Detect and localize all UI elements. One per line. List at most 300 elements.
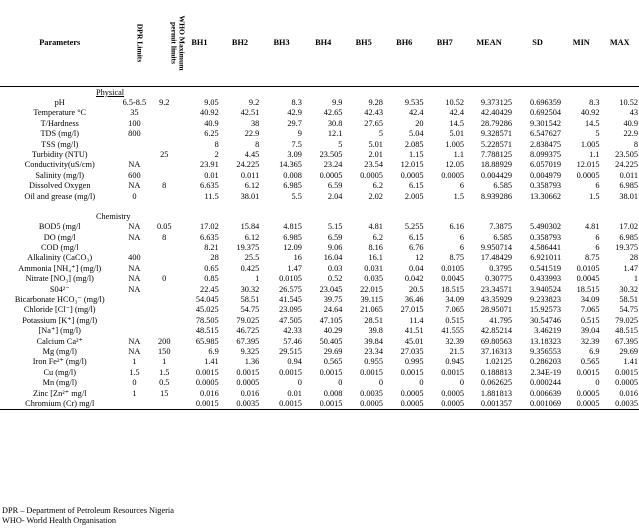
table-row: [0, 398, 639, 409]
value-cell: 22.9: [244, 129, 260, 139]
dpr-limit-cell: 600: [128, 170, 141, 180]
table-row: [0, 263, 639, 273]
header-sd: SD: [513, 0, 562, 87]
value-cell: 8.21: [204, 243, 219, 253]
value-cell: 1: [255, 274, 260, 284]
value-cell: 5.255: [404, 222, 424, 232]
who-limit-cell: 150: [158, 346, 171, 356]
who-limit-cell: [149, 118, 179, 128]
header-dpr-limits: [119, 0, 149, 87]
table-body: [0, 87, 639, 410]
section-spacer: [0, 201, 639, 211]
value-cell: 0.0015: [179, 398, 220, 409]
table-row: [0, 315, 639, 325]
value-cell: 21.065: [360, 305, 383, 315]
value-cell: 0.0005: [360, 170, 383, 180]
value-cell: 21.5: [449, 346, 465, 356]
value-cell: 0.425: [240, 263, 260, 273]
value-cell: 0.016: [240, 388, 260, 398]
parameter-name: T/Hardness: [40, 118, 79, 128]
dpr-limit-cell: 1: [132, 388, 137, 398]
table-row: [0, 326, 639, 336]
dpr-limit-cell: 1: [132, 357, 137, 367]
value-cell: 0.0005: [400, 388, 424, 398]
value-cell: 48.515: [615, 326, 638, 336]
who-limit-cell: [149, 315, 179, 325]
value-cell: 40.29: [323, 326, 343, 336]
parameter-name: COD (mg/l: [40, 243, 79, 253]
value-cell: 12.1: [327, 129, 343, 139]
value-cell: 9.233823: [529, 295, 562, 305]
value-cell: 5.15: [327, 222, 343, 232]
value-cell: 42.9: [287, 108, 302, 118]
value-cell: 6.16: [449, 222, 465, 232]
dpr-limit-cell: 800: [128, 129, 141, 139]
value-cell: 0.0005: [236, 378, 260, 388]
value-cell: 7.5: [291, 139, 302, 149]
value-cell: 25.5: [244, 253, 260, 263]
value-cell: 6.9: [589, 346, 600, 356]
value-cell: 5.01: [368, 139, 383, 149]
table-row: [0, 242, 639, 252]
value-cell: 6: [459, 232, 465, 242]
table-row: [0, 181, 639, 191]
value-cell: 6.59: [327, 232, 343, 242]
table-row: [0, 170, 639, 180]
value-cell: 54.75: [240, 305, 260, 315]
value-cell: 0.001069: [513, 398, 562, 409]
value-cell: 18.88929: [480, 160, 513, 170]
parameter-name: S04²⁻: [49, 284, 70, 294]
parameter-name: BOD5 (mg/l: [38, 222, 81, 232]
value-cell: 6.12: [244, 232, 260, 242]
value-cell: 29.69: [619, 346, 638, 356]
value-cell: 6: [459, 243, 465, 253]
value-cell: 2.005: [404, 191, 424, 201]
value-cell: 2.01: [368, 149, 383, 159]
value-cell: 1.5: [453, 191, 465, 201]
value-cell: 6.635: [200, 232, 219, 242]
value-cell: 1.5: [589, 191, 600, 201]
value-cell: 8: [255, 139, 260, 149]
dpr-limit-cell: NA: [128, 222, 141, 232]
value-cell: 9.535: [404, 97, 424, 107]
value-cell: 16.04: [323, 253, 343, 263]
value-cell: 18.515: [441, 284, 465, 294]
who-limit-cell: [149, 253, 179, 263]
dpr-limit-cell: 1.5: [129, 367, 140, 377]
value-cell: 0.011: [619, 170, 638, 180]
value-cell: 0.004979: [529, 170, 562, 180]
value-cell: 0.0005: [195, 378, 219, 388]
value-cell: 69.80563: [480, 336, 513, 346]
parameter-name: Turbidity (NTU): [31, 149, 88, 159]
value-cell: 3.09: [287, 149, 302, 159]
value-cell: 0.0035: [360, 388, 383, 398]
header-bh2: BH2: [220, 0, 261, 87]
value-cell: 8.75: [449, 253, 465, 263]
value-cell: 1.1: [453, 149, 465, 159]
value-cell: 0.286203: [529, 357, 562, 367]
value-cell: 0.0005: [576, 388, 600, 398]
value-cell: 38.01: [619, 191, 638, 201]
value-cell: 0.565: [323, 357, 343, 367]
parameter-name: Chloride [Cl⁻] (mg/l): [23, 305, 96, 315]
value-cell: 23.045: [319, 284, 343, 294]
value-cell: 6.15: [408, 181, 424, 191]
value-cell: 2.34E-19: [530, 367, 562, 377]
value-cell: 12: [415, 253, 424, 263]
value-cell: 0.0035: [220, 398, 261, 409]
dpr-limit-cell: 100: [128, 118, 141, 128]
value-cell: 0.94: [287, 357, 302, 367]
dpr-limit-cell: 0: [132, 378, 137, 388]
value-cell: 0: [419, 378, 424, 388]
value-cell: 28.79286: [480, 118, 513, 128]
value-cell: 20.5: [408, 284, 424, 294]
dpr-limit-cell: NA: [128, 274, 141, 284]
value-cell: 1: [633, 274, 638, 284]
value-cell: 39.115: [360, 295, 383, 305]
value-cell: 23.095: [279, 305, 302, 315]
value-cell: 0.035: [364, 274, 383, 284]
value-cell: 5.228571: [480, 139, 513, 149]
value-cell: 1.1: [589, 149, 600, 159]
value-cell: 40.9: [204, 118, 219, 128]
value-cell: 0.0005: [441, 170, 465, 180]
header-bh7: BH7: [425, 0, 466, 87]
value-cell: 4.45: [244, 149, 260, 159]
dpr-limit-cell: [119, 139, 149, 149]
value-cell: 0.692504: [529, 108, 562, 118]
value-cell: 6.2: [372, 232, 383, 242]
value-cell: 6: [595, 232, 600, 242]
dpr-limit-cell: NA: [128, 263, 141, 273]
footnote-dpr: DPR – Department of Petroleum Resources Nigeria: [2, 506, 174, 515]
value-cell: 12.09: [283, 243, 302, 253]
table-row: [0, 378, 639, 388]
value-cell: 9: [297, 129, 302, 139]
value-cell: 9.373125: [480, 97, 513, 107]
value-cell: 0: [378, 378, 383, 388]
value-cell: 50.405: [319, 336, 343, 346]
value-cell: 37.16313: [480, 346, 513, 356]
value-cell: 29.7: [287, 118, 302, 128]
value-cell: 0.031: [364, 263, 383, 273]
value-cell: 9.325: [240, 346, 260, 356]
value-cell: 42.85214: [480, 326, 513, 336]
value-cell: 0.0015: [400, 367, 424, 377]
table-row: [0, 294, 639, 304]
value-cell: 24.225: [615, 160, 638, 170]
parameter-name: Chromium (Cr) mg/l: [0, 398, 119, 409]
value-cell: 27.015: [400, 305, 424, 315]
value-cell: 0.011: [240, 170, 260, 180]
value-cell: 0.565: [580, 357, 600, 367]
section-physical: [0, 87, 639, 98]
value-cell: 42.33: [283, 326, 302, 336]
parameter-name: Cu (mg/l): [43, 367, 76, 377]
value-cell: 19.375: [615, 243, 638, 253]
value-cell: 1.881813: [480, 388, 513, 398]
dpr-limit-cell: [119, 294, 149, 304]
value-cell: 40.9: [623, 118, 638, 128]
value-cell: 57.46: [283, 336, 302, 346]
value-cell: 9.356553: [529, 346, 562, 356]
value-cell: 17.02: [200, 222, 219, 232]
parameter-name: Potassium [K⁺] (mg/l): [22, 315, 98, 325]
parameter-name: Zinc [Zn²⁺ mg/l: [33, 388, 87, 398]
value-cell: 28: [210, 253, 219, 263]
value-cell: 0.0015: [279, 367, 302, 377]
value-cell: 7.3875: [489, 222, 513, 232]
value-cell: 0.001357: [465, 398, 513, 409]
value-cell: 0.358793: [529, 181, 562, 191]
parameter-name: Conductivity(uS/cm): [24, 160, 95, 170]
header-bh3: BH3: [260, 0, 303, 87]
parameter-name: Mn (mg/l): [42, 378, 77, 388]
value-cell: 0.04: [408, 263, 424, 273]
value-cell: 22.9: [623, 129, 638, 139]
value-cell: 39.75: [323, 295, 343, 305]
value-cell: 23.24: [323, 160, 343, 170]
header-row: [0, 0, 639, 87]
value-cell: 32.39: [580, 336, 600, 346]
dpr-limit-cell: [119, 305, 149, 315]
value-cell: 0.995: [404, 357, 424, 367]
value-cell: 6.12: [244, 181, 260, 191]
value-cell: 0.0105: [576, 263, 600, 273]
dpr-limit-cell: [119, 326, 149, 336]
value-cell: 0.0005: [562, 398, 600, 409]
header-who-label: [170, 15, 186, 70]
value-cell: 42.51: [240, 108, 260, 118]
table-row: [0, 108, 639, 118]
value-cell: 0.016: [200, 388, 219, 398]
dpr-limit-cell: NA: [128, 160, 141, 170]
value-cell: 9.28: [368, 97, 383, 107]
table-row: [0, 346, 639, 356]
value-cell: 6.635: [200, 181, 219, 191]
value-cell: 11.4: [409, 315, 424, 325]
value-cell: 0.188813: [480, 367, 513, 377]
who-limit-cell: [149, 305, 179, 315]
value-cell: 6.2: [372, 181, 383, 191]
value-cell: 6.985: [619, 232, 638, 242]
value-cell: 4.81: [368, 222, 383, 232]
parameter-name: Dissolved Oxygen: [28, 181, 91, 191]
value-cell: 0.65: [204, 263, 219, 273]
who-limit-cell: [149, 139, 179, 149]
value-cell: 39.04: [580, 326, 600, 336]
value-cell: 0.0045: [576, 274, 600, 284]
table-row: [0, 232, 639, 242]
value-cell: 8.099375: [529, 149, 562, 159]
value-cell: 0.515: [445, 315, 465, 325]
value-cell: 6.59: [327, 181, 343, 191]
value-cell: 30.32: [240, 284, 260, 294]
value-cell: 0.85: [204, 274, 219, 284]
value-cell: 5.04: [408, 129, 424, 139]
value-cell: 8.16: [368, 243, 383, 253]
value-cell: 8.3: [291, 97, 302, 107]
value-cell: 28: [629, 253, 638, 263]
table-row: [0, 149, 639, 159]
value-cell: 23.34571: [480, 284, 513, 294]
table-row: [0, 129, 639, 139]
parameter-name: Mg (mg/l): [42, 346, 77, 356]
value-cell: 11.5: [204, 191, 219, 201]
value-cell: 24.64: [323, 305, 343, 315]
who-limit-cell: 25: [160, 149, 169, 159]
value-cell: 6.985: [283, 181, 302, 191]
dpr-limit-cell: NA: [128, 346, 141, 356]
value-cell: 78.505: [195, 315, 219, 325]
value-cell: 9.05: [204, 97, 219, 107]
value-cell: 28.95071: [480, 305, 513, 315]
value-cell: 0.945: [445, 357, 465, 367]
value-cell: 0.042: [404, 274, 424, 284]
header-bh5: BH5: [343, 0, 384, 87]
who-limit-cell: [149, 263, 179, 273]
header-who-line1: WHO Maximum: [177, 15, 187, 71]
value-cell: 3.940524: [529, 284, 562, 294]
value-cell: 12.015: [576, 160, 600, 170]
value-cell: 54.045: [195, 295, 219, 305]
table-row: [0, 305, 639, 315]
who-limit-cell: [149, 242, 179, 252]
value-cell: 0.30775: [485, 274, 513, 284]
value-cell: 6.25: [204, 129, 219, 139]
header-bh6: BH6: [384, 0, 425, 87]
value-cell: 0.433993: [529, 274, 562, 284]
value-cell: 0.0005: [400, 170, 424, 180]
value-cell: 6: [595, 243, 600, 253]
value-cell: 20: [415, 118, 424, 128]
value-cell: 0: [459, 378, 465, 388]
value-cell: 0.696359: [529, 97, 562, 107]
parameter-name: Salinity (mg/l): [35, 170, 85, 180]
who-limit-cell: 0.05: [156, 222, 172, 232]
value-cell: 48.515: [195, 326, 219, 336]
value-cell: 42.40429: [480, 108, 513, 118]
who-limit-cell: 9.2: [159, 97, 170, 107]
value-cell: 0.0015: [303, 398, 344, 409]
value-cell: 27.65: [364, 118, 383, 128]
value-cell: 19.375: [236, 243, 260, 253]
value-cell: 2: [214, 149, 219, 159]
value-cell: 16.1: [368, 253, 383, 263]
value-cell: 40.92: [200, 108, 219, 118]
value-cell: 4.586441: [529, 243, 562, 253]
value-cell: 5.490302: [529, 222, 562, 232]
value-cell: 34.09: [580, 295, 600, 305]
value-cell: 34.09: [445, 295, 465, 305]
value-cell: 1.005: [580, 139, 600, 149]
parameter-name: Temperature °C: [33, 108, 87, 118]
value-cell: 0.0005: [615, 378, 638, 388]
parameter-name: Ammonia [NH₄⁺] (mg/l): [18, 263, 102, 273]
value-cell: 65.985: [195, 336, 219, 346]
value-cell: 0.0015: [615, 367, 638, 377]
value-cell: 38.01: [240, 191, 260, 201]
parameter-name: TSS (mg/l): [41, 139, 79, 149]
value-cell: 6.057019: [529, 160, 562, 170]
value-cell: 0.03: [327, 263, 343, 273]
value-cell: 30.54746: [529, 315, 562, 325]
value-cell: 18.515: [576, 284, 600, 294]
value-cell: 1.36: [244, 357, 260, 367]
value-cell: 6.985: [619, 181, 638, 191]
value-cell: 1.41: [623, 357, 638, 367]
table-row: [0, 357, 639, 367]
dpr-limit-cell: [119, 149, 149, 159]
value-cell: 58.51: [619, 295, 638, 305]
value-cell: 0: [338, 378, 343, 388]
value-cell: 14.5: [584, 118, 600, 128]
who-limit-cell: 8: [162, 181, 167, 191]
value-cell: 0.955: [364, 357, 383, 367]
value-cell: 13.30662: [529, 191, 562, 201]
header-bh1: BH1: [179, 0, 220, 87]
dpr-limit-cell: NA: [128, 336, 141, 346]
value-cell: 46.725: [236, 326, 260, 336]
value-cell: 0.01: [287, 388, 302, 398]
value-cell: 16: [293, 253, 302, 263]
who-limit-cell: [149, 294, 179, 304]
value-cell: 6.547627: [529, 129, 562, 139]
value-cell: 6: [595, 181, 600, 191]
value-cell: 1.47: [287, 263, 302, 273]
value-cell: 54.75: [619, 305, 638, 315]
value-cell: 29.515: [279, 346, 302, 356]
value-cell: 0.0045: [441, 274, 465, 284]
value-cell: 0.0105: [279, 274, 302, 284]
value-cell: 2.02: [368, 191, 383, 201]
value-cell: 12.015: [400, 160, 424, 170]
value-cell: 0.3795: [489, 263, 513, 273]
value-cell: 0.0005: [441, 388, 465, 398]
who-limit-cell: 8: [162, 232, 167, 242]
value-cell: 0.0015: [319, 367, 343, 377]
header-parameters: Parameters: [0, 0, 119, 87]
table-row: [0, 139, 639, 149]
value-cell: 47.505: [279, 315, 302, 325]
value-cell: 0.000244: [529, 378, 562, 388]
value-cell: 0.016: [619, 388, 638, 398]
table-row: [0, 222, 639, 232]
value-cell: 6.985: [283, 232, 302, 242]
dpr-limit-cell: [119, 315, 149, 325]
section-title-physical: Physical: [96, 87, 125, 97]
parameter-name: Alkalinity (CaCO₃): [27, 253, 93, 263]
value-cell: 42.43: [364, 108, 383, 118]
value-cell: 0.008: [323, 388, 343, 398]
dpr-limit-cell: NA: [128, 232, 141, 242]
value-cell: 39.84: [364, 336, 383, 346]
value-cell: 2.04: [327, 191, 343, 201]
value-cell: 23.505: [615, 149, 638, 159]
value-cell: 39.8: [368, 326, 383, 336]
value-cell: 8: [214, 139, 219, 149]
who-limit-cell: [149, 129, 179, 139]
value-cell: 5.01: [449, 129, 465, 139]
value-cell: 0.0015: [441, 367, 465, 377]
value-cell: 13.18323: [529, 336, 562, 346]
value-cell: 6.9: [208, 346, 219, 356]
value-cell: 9.2: [248, 97, 260, 107]
value-cell: 0.062625: [480, 378, 513, 388]
